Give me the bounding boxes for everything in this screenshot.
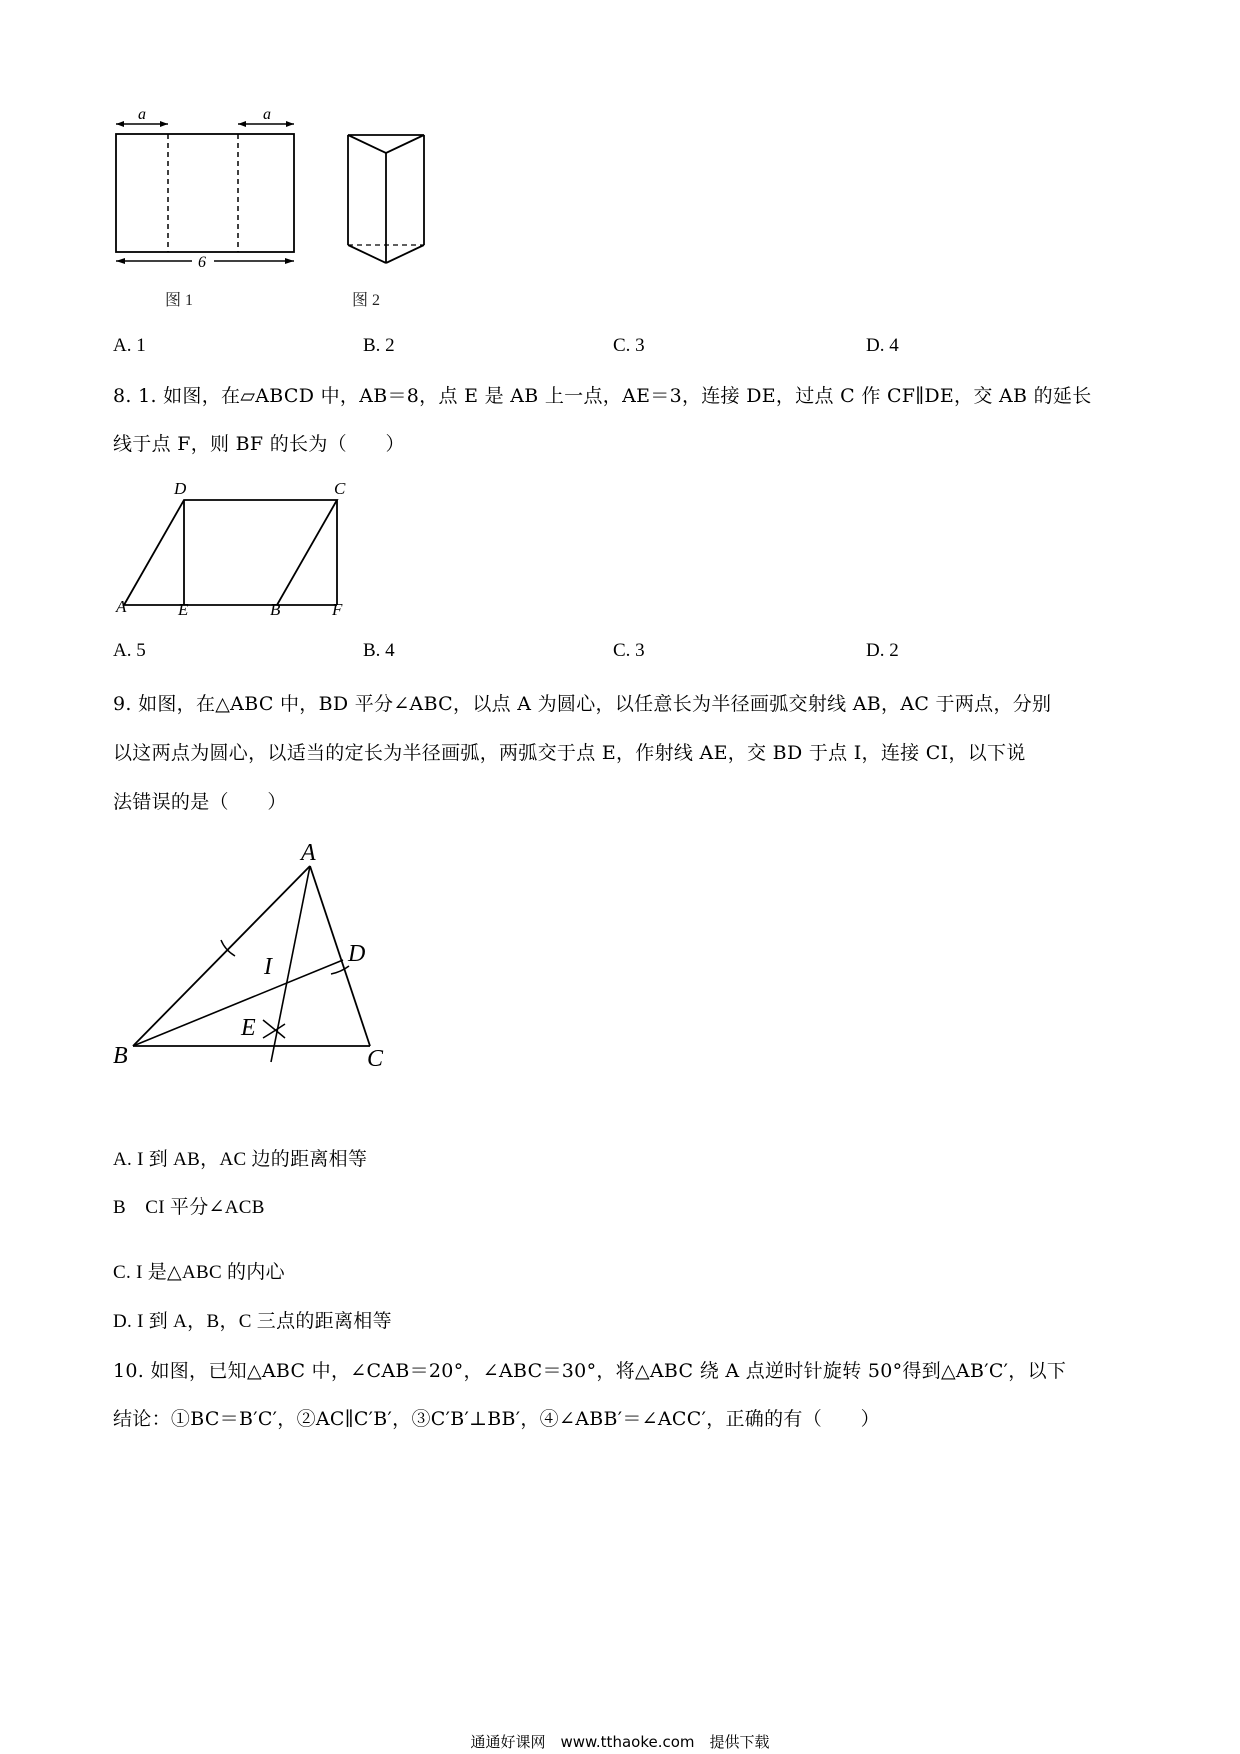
page-footer: 通通好课网 www.tthaoke.com 提供下载: [470, 1733, 770, 1751]
label-E: E: [241, 1015, 256, 1041]
q7-option-c[interactable]: C. 3: [613, 335, 645, 356]
q9-text-line3: 法错误的是（ ）: [113, 791, 287, 813]
figure-prism: [340, 125, 440, 275]
q8-text-line1: 8. 1. 如图，在▱ABCD 中，AB＝8，点 E 是 AB 上一点，AE＝3，连接 DE，过点 C 作 CF∥DE，交 AB 的延长: [113, 385, 1092, 407]
label-6: 6: [198, 254, 206, 271]
figure-triangle: [105, 830, 405, 1080]
label-a-right: a: [263, 106, 271, 123]
q9-option-a[interactable]: A. I 到 AB，AC 边的距离相等: [113, 1149, 368, 1170]
caption-figure-2: 图 2: [352, 292, 381, 309]
label-A: A: [301, 840, 316, 866]
q7-option-b[interactable]: B. 2: [363, 335, 395, 356]
q8-text-line2: 线于点 F，则 BF 的长为（ ）: [113, 433, 405, 455]
q10-text-line2: 结论：①BC＝B′C′，②AC∥C′B′，③C′B′⊥BB′，④∠ABB′＝∠ACC′，正确的有（ ）: [113, 1408, 880, 1430]
q8-option-a[interactable]: A. 5: [113, 640, 146, 661]
label-C: C: [334, 479, 346, 498]
label-B: B: [270, 600, 281, 619]
label-C: C: [367, 1046, 384, 1072]
q7-option-a[interactable]: A. 1: [113, 335, 146, 356]
label-D: D: [348, 941, 366, 967]
figure-parallelogram: [110, 475, 360, 625]
caption-figure-1: 图 1: [165, 292, 194, 309]
q10-text-line1: 10. 如图，已知△ABC 中，∠CAB＝20°，∠ABC＝30°，将△ABC 绕 A 点逆时针旋转 50°得到△AB′C′，以下: [113, 1360, 1067, 1382]
figure-net: [108, 100, 308, 300]
q9-text-line1: 9. 如图，在△ABC 中，BD 平分∠ABC，以点 A 为圆心，以任意长为半径画弧交射线 AB，AC 于两点，分别: [113, 693, 1052, 715]
q7-option-d[interactable]: D. 4: [866, 335, 899, 356]
label-a-left: a: [138, 106, 146, 123]
q8-option-c[interactable]: C. 3: [613, 640, 645, 661]
label-E: E: [178, 600, 189, 619]
q8-option-b[interactable]: B. 4: [363, 640, 395, 661]
label-B: B: [113, 1043, 128, 1069]
q9-option-c[interactable]: C. I 是△ABC 的内心: [113, 1262, 285, 1283]
label-D: D: [174, 479, 187, 498]
q9-option-b[interactable]: B CI 平分∠ACB: [113, 1197, 265, 1218]
q9-text-line2: 以这两点为圆心，以适当的定长为半径画弧，两弧交于点 E，作射线 AE，交 BD 于点 I，连接 CI，以下说: [113, 742, 1026, 764]
q8-option-d[interactable]: D. 2: [866, 640, 899, 661]
q9-option-d[interactable]: D. I 到 A，B，C 三点的距离相等: [113, 1311, 392, 1332]
label-I: I: [264, 954, 272, 980]
label-A: A: [116, 597, 127, 616]
label-F: F: [332, 600, 343, 619]
